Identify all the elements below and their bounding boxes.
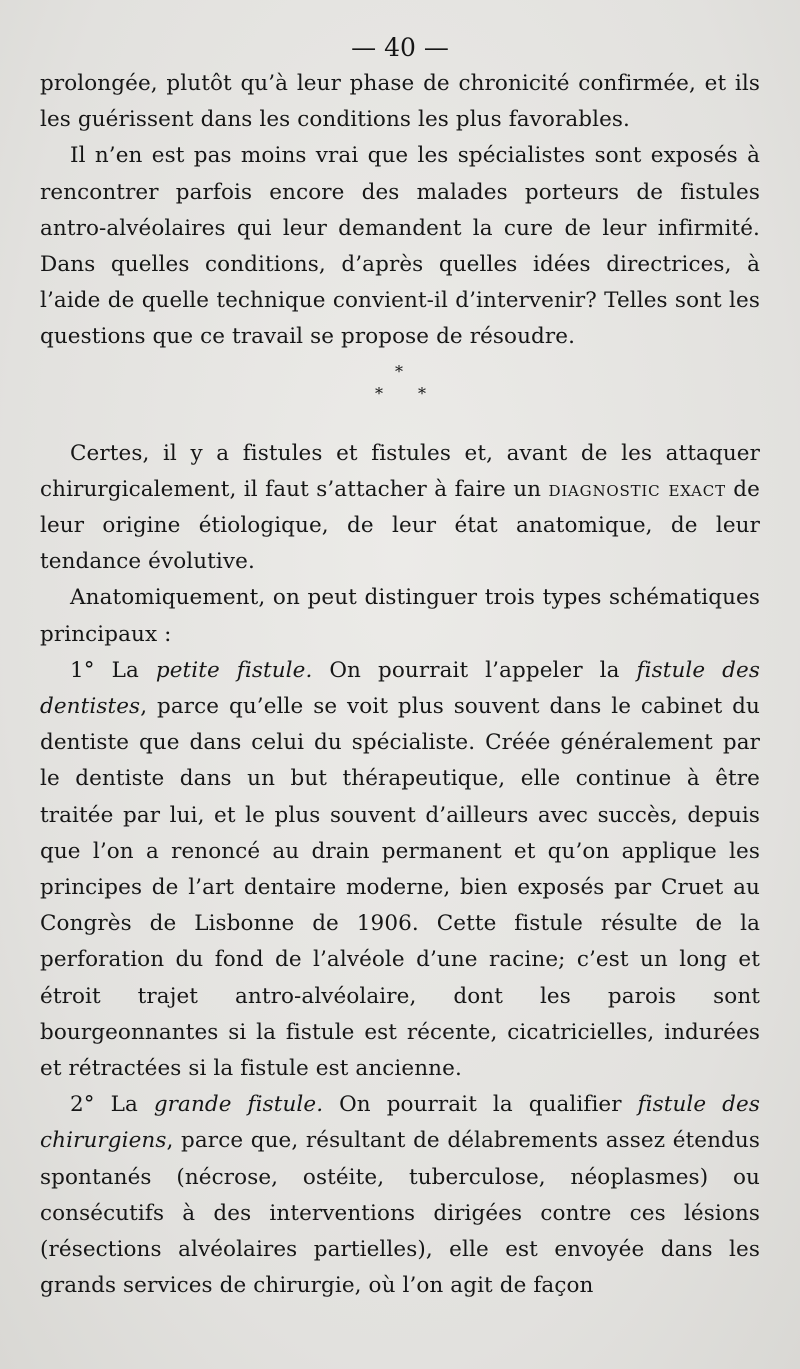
paragraph-text: Il n’en est pas moins vrai que les spécialistes sont exposés à rencontrer parfois encore des malades porteurs de fistules antro-alvéolaires qui leur demandent la cure de leur infirmité. Dans quelles conditions, d’après quelles idées directrices, à l’aide de quelle technique convient-il d’intervenir? Telles sont les questions que ce travail se propose de résoudre. <box>40 143 760 350</box>
paragraph-text: La <box>94 657 156 683</box>
paragraph-text: Certes, il y a fistules et fistules et, avant de les attaquer chirurgicalement, il faut s’attacher à faire un <box>40 440 760 502</box>
paragraph-text: On pourrait l’appeler la <box>312 657 637 683</box>
paragraph-text: , parce que, résultant de délabrements assez étendus spontanés (nécrose, ostéite, tuberculose, néoplasmes) ou consécutifs à des interventions dirigées contre ces lésions (résections alvéolaires partielles), elle est envoyée dans les grands services de chirurgie, où l’on agit de façon <box>40 1128 760 1299</box>
asterisk-top: * <box>395 361 403 381</box>
paragraph-continuation <box>40 66 760 138</box>
italic-term: grande fistule. <box>153 1092 324 1118</box>
paragraph-text: La <box>94 1092 154 1118</box>
paragraph-specialists <box>40 138 760 355</box>
paragraph-text: Anatomiquement, on peut distinguer trois types schématiques principaux : <box>40 585 760 647</box>
small-caps-term: diagnostic exact <box>548 476 726 502</box>
paragraph-grande-fistule <box>40 1087 760 1304</box>
paragraph-diagnostic <box>40 436 760 581</box>
italic-term: fistule des chirurgiens <box>40 1092 760 1154</box>
section-asterism <box>40 356 760 436</box>
paragraph-text: de leur origine étiologique, de leur état anatomique, de leur tendance évolutive. <box>40 476 760 575</box>
paragraph-petite-fistule <box>40 653 760 1087</box>
italic-term: fistule des dentistes <box>40 657 760 720</box>
paragraph-text: prolongée, plutôt qu’à leur phase de chronicité confirmée, et ils les guérissent dans les conditions les plus favorables. <box>40 71 760 133</box>
paragraph-types-intro <box>40 580 760 652</box>
paragraph-text: , parce qu’elle se voit plus souvent dans le cabinet du dentiste que dans celui du spécialiste. Créée généralement par le dentiste dans un but thérapeutique, elle continue à être traitée par lui, et le plus souvent d’ailleurs avec succès, depuis que l’on a renoncé au drain permanent et qu’on applique les principes de l’art dentaire moderne, bien exposés par Cruet au Congrès de Lisbonne de 1906. Cette fistule résulte de la perforation du fond de l’alvéole d’une racine; c’est un long et étroit trajet antro-alvéolaire, dont les parois sont bourgeonnantes si la fistule est récente, cicatricielles, indurées et rétractées si la fistule est ancienne. <box>40 694 760 1082</box>
asterisk-right: * <box>418 383 426 403</box>
list-number: 1° <box>70 657 95 683</box>
asterisk-left: * <box>375 383 383 403</box>
page-number: — 40 — <box>351 33 449 62</box>
italic-term: petite fistule. <box>155 657 313 683</box>
list-number: 2° <box>70 1092 95 1118</box>
paragraph-text: On pourrait la qualifier <box>323 1092 638 1118</box>
